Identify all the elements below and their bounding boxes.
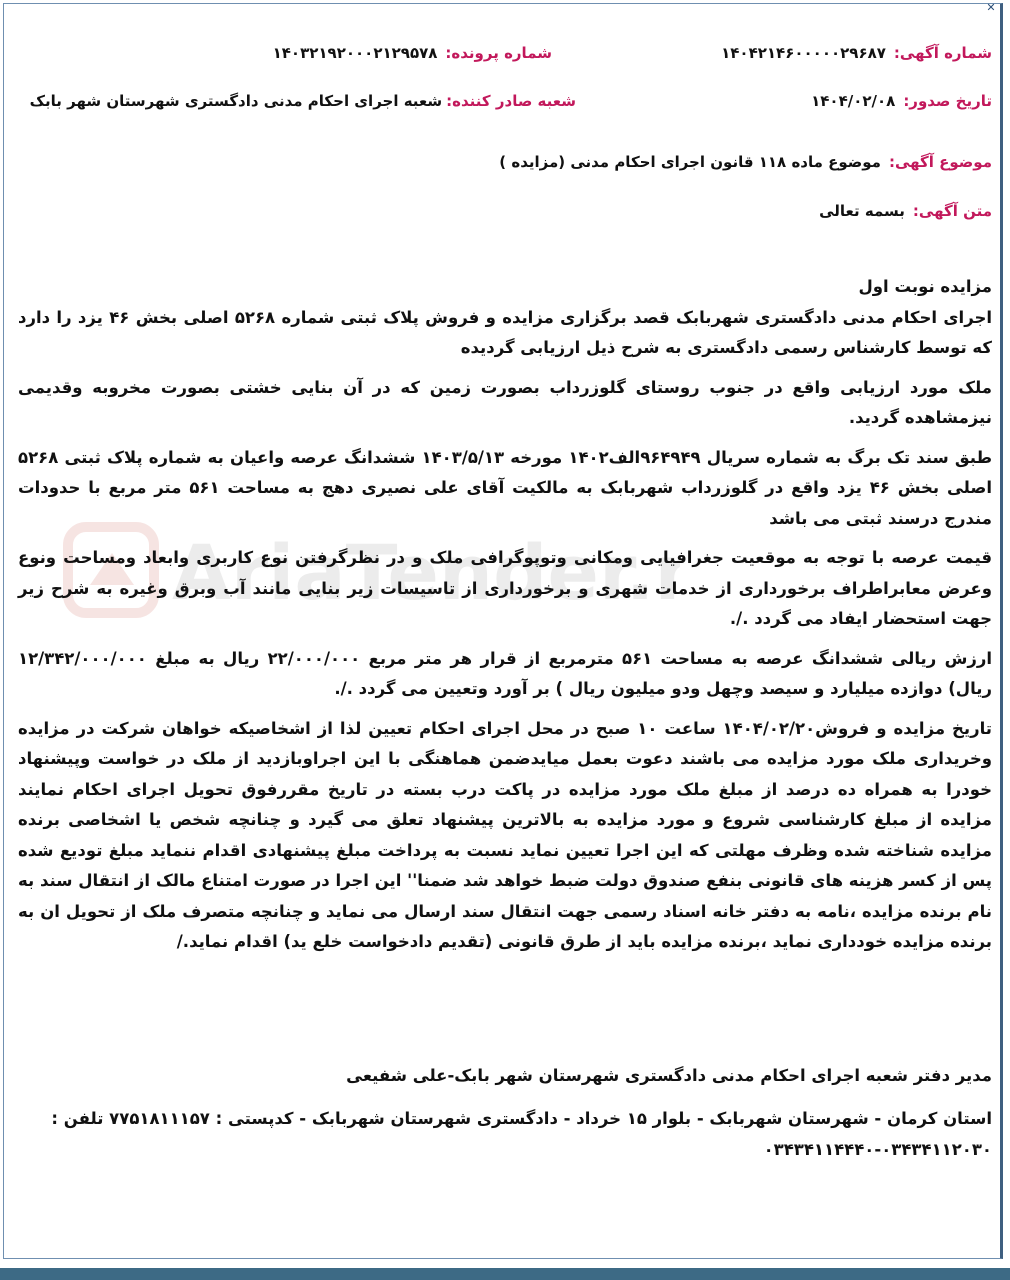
- paragraph-property: ملک مورد ارزیابی واقع در جنوب روستای گلوزرداب بصورت زمین که در آن بنایی خشتی بصورت مخروبه وقدیمی نیزمشاهده گردید.: [18, 377, 992, 427]
- paragraph-auction-terms: تاریخ مزایده و فروش۱۴۰۴/۰۲/۲۰ ساعت ۱۰ صبح در محل اجرای احکام تعیین لذا از اشخاصیکه خواهان شرکت در مزایده وخریداری ملک مورد مزایده می باشند دعوت بعمل میایدضمن هماهنگی با این اجراوبازدید از ملک در خواست وپیشنهاد خودرا به همراه ده درصد از مبلغ ملک مورد مزایده در پاکت درب بسته در تاریخ مقررفوق تحویل اجرای احکام نمایند مزایده از مبلغ کارشناسی شروع و مورد مزایده به بالاترین پیشنهاد تعلق می گیرد و چنانچه شخص یا اشخاصی برنده مزایده شناخته شده وظرف مهلتی که این اجرا تعیین نماید نسبت به پرداخت مبلغ پیشنهادی اقدام ننماید مبلغ تودیع شده پس از کسر هزینه های قانونی بنفع صندوق دولت ضبط خواهد شد ضمنا'' این اجرا در صورت امتناع مالک از انتقال سند به نام برنده مزایده ،نامه به دفتر خانه اسناد رسمی جهت انتقال سند ارسال می نماید و چنانچه متصرف ملک از تحویل ان به برنده مزایده خودداری نماید ،برنده مزایده باید از طرق قانونی (تقدیم دادخواست خلع ید) اقدام نماید./: [18, 718, 992, 951]
- subject-label: موضوع آگهی:: [888, 153, 992, 171]
- paragraph-intro: اجرای احکام مدنی دادگستری شهربابک قصد برگزاری مزایده و فروش پلاک ثبتی شماره ۵۲۶۸ اصلی بخش ۴۶ یزد را دارد که توسط کارشناس رسمی دادگستری به شرح ذیل ارزیابی گردیده: [18, 307, 993, 357]
- file-number-row: [273, 44, 552, 62]
- subject-row: [499, 153, 992, 171]
- watermark-text: AriaTender.: [172, 528, 655, 617]
- file-number-value: ۱۴۰۳۲۱۹۲۰۰۰۲۱۲۹۵۷۸: [272, 44, 438, 62]
- address-line: استان کرمان - شهرستان شهربابک - بلوار ۱۵ خرداد - دادگستری شهرستان شهربابک - کدپستی : ۷۷۵۱۸۱۱۱۵۷ تلفن : ۰۳۴۳۴۱۱۲۰۳۰-۰۳۴۳۴۱۱۴۴۴۰: [51, 1109, 992, 1159]
- paragraph-deed: طبق سند تک برگ به شماره سریال ۹۶۴۹۴۹الف۱۴۰۲ مورخه ۱۴۰۳/۵/۱۳ ششدانگ عرصه واعیان به شماره پلاک ثبتی ۵۲۶۸ اصلی بخش ۴۶ یزد واقع در گلوزرداب شهربابک به مالکیت آقای علی نصیری دهج به مساحت ۵۶۱ متر مربع با حدودات مندرج درسند ثبتی می باشد: [18, 447, 993, 528]
- notice-text-intro: بسمه تعالی: [819, 202, 905, 220]
- issuer-label: شعبه صادر کننده:: [446, 92, 576, 110]
- notice-number-row: [721, 44, 992, 62]
- notice-body: [18, 272, 992, 967]
- notice-number-value: ۱۴۰۴۲۱۴۶۰۰۰۰۰۲۹۶۸۷: [721, 44, 886, 62]
- issuer-row: [30, 92, 576, 110]
- notice-text-row: [819, 202, 992, 220]
- file-number-label: شماره پرونده:: [445, 44, 552, 62]
- issue-date-row: [811, 92, 992, 110]
- bottom-bar: [0, 1268, 1010, 1280]
- close-icon[interactable]: ✕: [986, 1, 996, 14]
- notice-number-label: شماره آگهی:: [893, 44, 992, 62]
- notice-text-label: متن آگهی:: [912, 202, 992, 220]
- issuer-value: شعبه اجرای احکام مدنی دادگستری شهرستان شهر بابک: [29, 92, 443, 110]
- auction-heading: مزایده نوبت اول: [858, 277, 992, 296]
- paragraph-valuation-basis: قیمت عرصه با توجه به موقعیت جغرافیایی ومکانی وتوپوگرافی ملک و در نظرگرفتن نوع کاربری وابعاد ومساحت ونوع وعرض معابراطراف برخورداری از خدمات شهری و برخورداری از تاسیسات زیر بنایی مانند آب وبرق وغیره به شرح زیر جهت استحضار ایفاد می گردد ./.: [18, 548, 992, 628]
- paragraph-value: ارزش ریالی ششدانگ عرصه به مساحت ۵۶۱ مترمربع از قرار هر متر مربع ۲۲/۰۰۰/۰۰۰ ریال به مبلغ ۱۲/۳۴۲/۰۰۰/۰۰۰ ریال) دوازده میلیارد و سیصد وچهل ودو میلیون ریال ) بر آورد وتعیین می گردد ./.: [18, 648, 992, 698]
- signature-line: مدیر دفتر شعبه اجرای احکام مدنی دادگستری شهرستان شهر بابک-علی شفیعی: [346, 1066, 992, 1085]
- notice-footer: [18, 1060, 992, 1177]
- issue-date-label: تاریخ صدور:: [903, 92, 992, 110]
- issue-date-value: ۱۴۰۴/۰۲/۰۸: [811, 92, 896, 110]
- subject-value: موضوع ماده ۱۱۸ قانون اجرای احکام مدنی (مزایده ): [499, 153, 881, 171]
